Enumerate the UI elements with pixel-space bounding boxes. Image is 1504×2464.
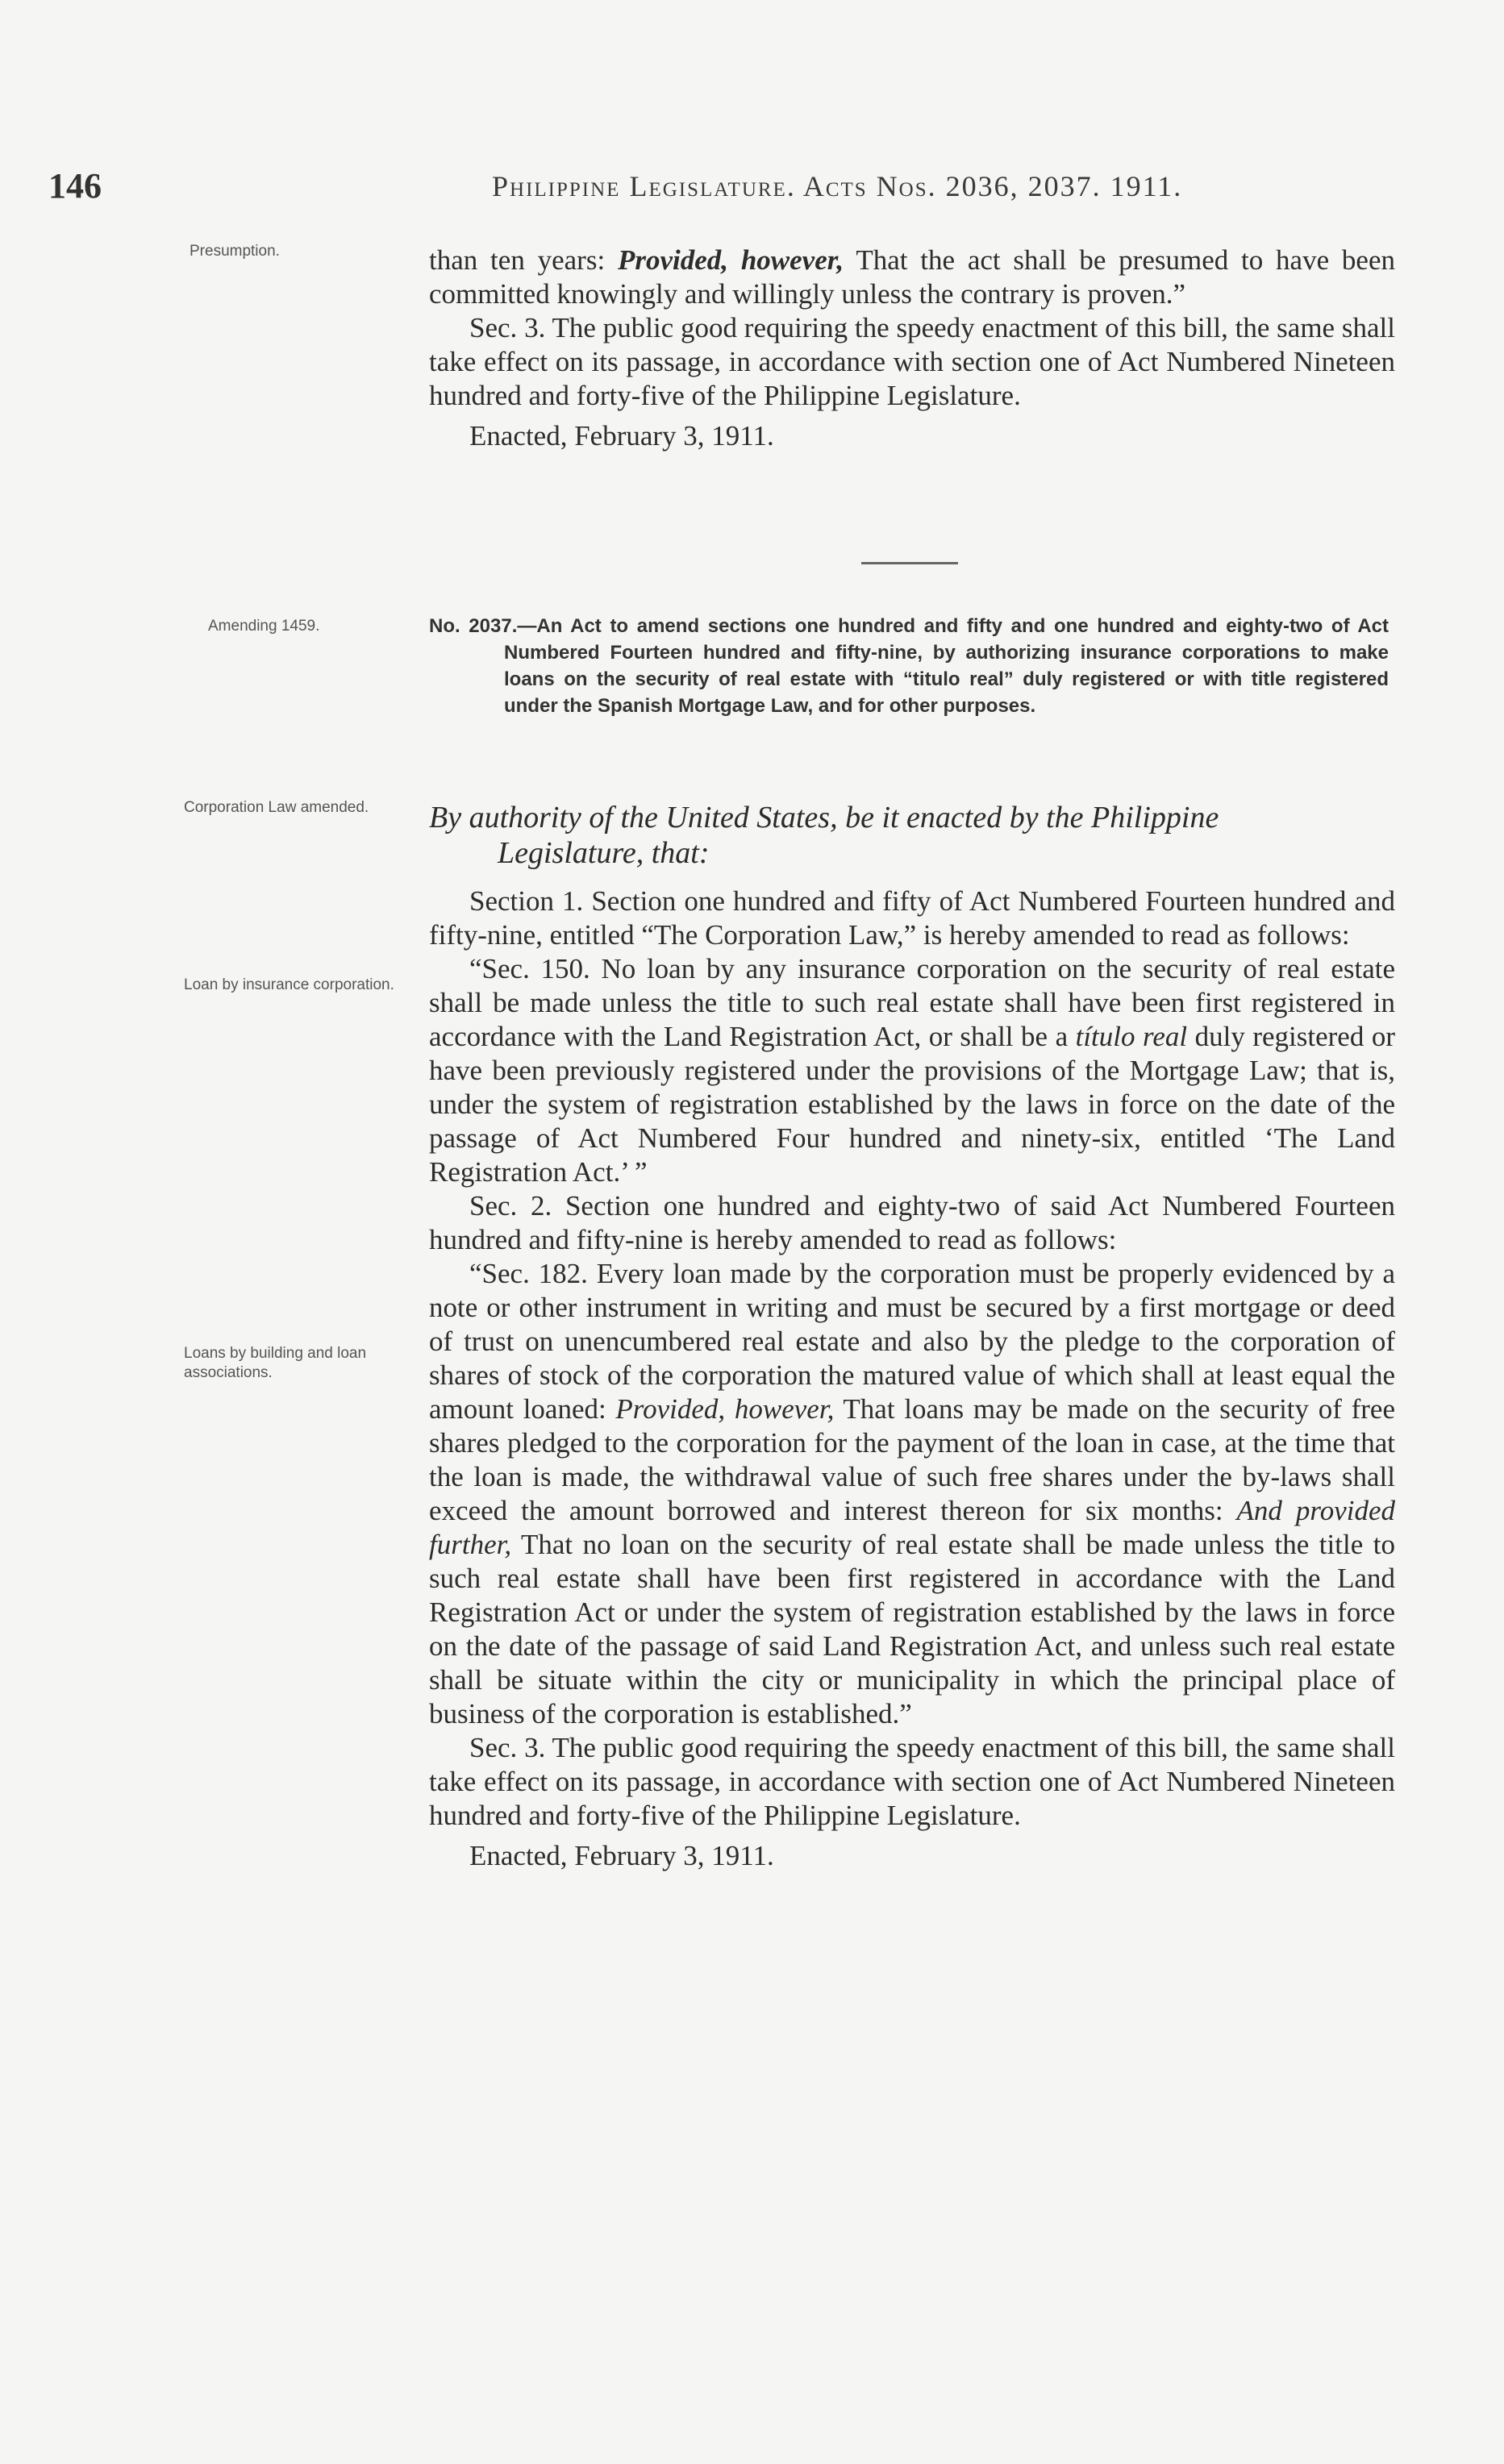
margin-note-presumption: Presumption. bbox=[190, 243, 280, 260]
page-number: 146 bbox=[48, 166, 102, 206]
enacting-clause: By authority of the United States, be it enacted by the Philippine Legislature, that: bbox=[429, 801, 1219, 870]
act-2037-body bbox=[429, 884, 1395, 1873]
act-2036-section-3: Sec. 3. The public good requiring the speedy enactment of this bill, the same shall take effect on its passage, in accordance with section one of Act Numbered Nineteen hundred and forty-five of the Philippine Legislature. bbox=[429, 312, 1395, 411]
margin-note-amending: Amending 1459. bbox=[208, 618, 320, 635]
act-2036-paragraph: than ten years: Provided, however, That the act shall be presumed to have been committed knowingly and willingly unless the contrary is proven.” bbox=[429, 244, 1395, 310]
section-150-text: “Sec. 150. No loan by any insurance corporation on the security of real estate shall be made unless the title to such real estate shall have been first registered in accordance with the Land Registration Act, or shall be a título real duly registered or have been previously registered under the provisions of the Mortgage Law; that is, under the system of registration established by the laws in force on the date of the passage of Act Numbered Four hundred and ninety-six, entitled ‘The Land Registration Act.’ ” bbox=[429, 953, 1395, 1188]
margin-note-corporation-law: Corporation Law amended. bbox=[184, 799, 369, 816]
section-1: Section 1. Section one hundred and fifty of Act Numbered Fourteen hundred and fifty-nine, entitled “The Corporation Law,” is hereby amended to read as follows: bbox=[429, 885, 1395, 951]
section-182-text: “Sec. 182. Every loan made by the corporation must be properly evidenced by a note or other instrument in writing and must be secured by a first mortgage or deed of trust on unencumbered real estate and also by the pledge to the corporation of shares of stock of the corporation the matured value of which shall at least equal the amount loaned: Provided, however, That loans may be made on the security of free shares pledged to the corporation for the payment of the loan in case, at the time that the loan is made, the withdrawal value of such free shares under the by-laws shall exceed the amount borrowed and interest thereon for six months: And provided further, That no loan on the security of real estate shall be made unless the title to such real estate shall have been first registered in accordance with the Land Registration Act or under the system of registration established by the laws in force on the date of the passage of said Land Registration Act, and unless such real estate shall be situate within the city or municipality in which the principal place of business of the corporation is established.” bbox=[429, 1258, 1396, 1729]
running-title: Philippine Legislature. Acts Nos. 2036, 2037. 1911. bbox=[492, 170, 1183, 202]
act-2036-end bbox=[429, 243, 1395, 453]
margin-note-loans-building: Loans by building and loan associations. bbox=[184, 1345, 367, 1381]
section-3: Sec. 3. The public good requiring the speedy enactment of this bill, the same shall take effect on its passage, in accordance with section one of Act Numbered Nineteen hundred and forty-five of the Philippine Legislature. bbox=[429, 1732, 1395, 1831]
act-2037-enacted: Enacted, February 3, 1911. bbox=[469, 1840, 774, 1871]
section-divider bbox=[861, 562, 958, 564]
act-2036-enacted: Enacted, February 3, 1911. bbox=[469, 420, 774, 452]
margin-note-loan-insurance: Loan by insurance corporation. bbox=[184, 976, 394, 993]
section-2: Sec. 2. Section one hundred and eighty-two of said Act Numbered Fourteen hundred and fifty-nine is hereby amended to read as follows: bbox=[429, 1190, 1395, 1255]
act-2037-heading: No. 2037.—An Act to amend sections one hundred and fifty and one hundred and eighty-two of Act Numbered Fourteen hundred and fifty-nine, by authorizing insurance corporations to make loans on the security of real estate with “titulo real” duly registered or with title registered under the Spanish Mortgage Law, and for other purposes. bbox=[429, 615, 1389, 717]
